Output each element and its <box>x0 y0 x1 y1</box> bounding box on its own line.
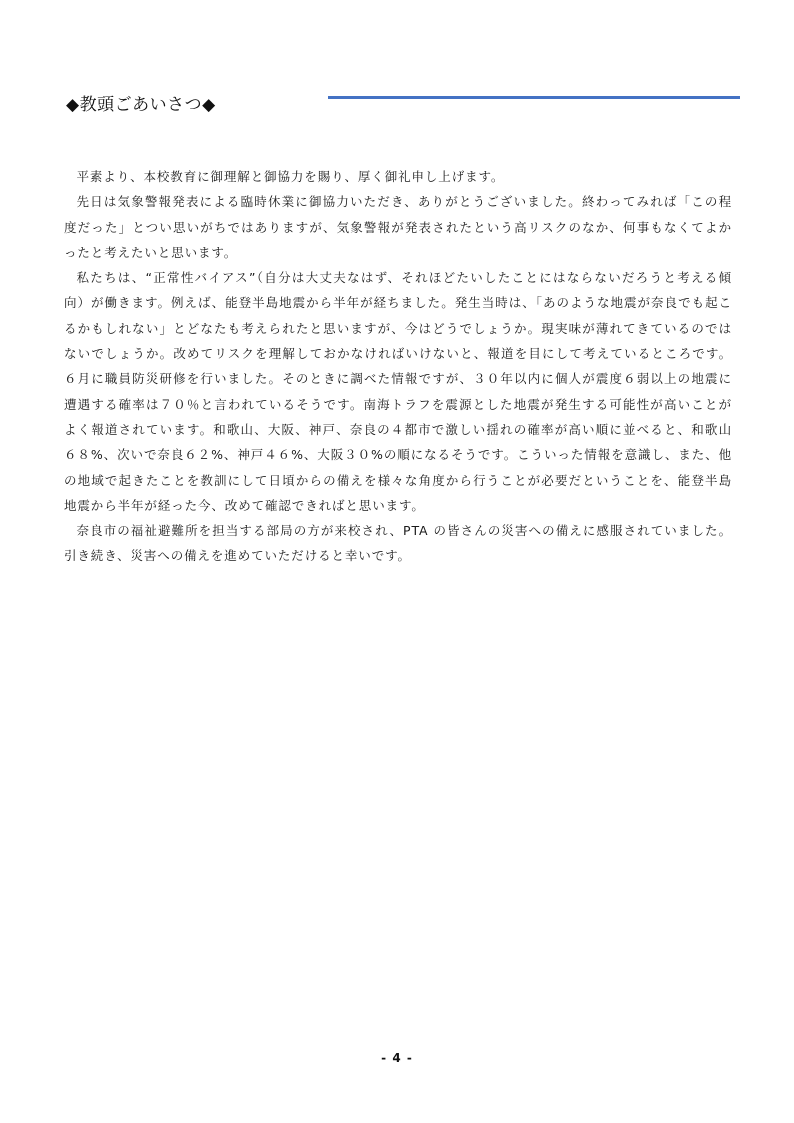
paragraph-weather-closure: 先日は気象警報発表による臨時休業に御協力いただき、ありがとうございました。終わってみれば「この程度だった」とつい思いがちではありますが、気象警報が発表されたという高リスクのなか、何事もなくてよかったと考えたいと思います。 <box>64 194 732 260</box>
page-header <box>66 92 746 122</box>
page-number: - 4 - <box>381 1051 413 1065</box>
header-divider-rule <box>328 96 740 99</box>
paragraph-normalcy-bias: 私たちは、“正常性バイアス”（自分は大丈夫なはず、それほどたいしたことにはならないだろうと考える傾向）が働きます。例えば、能登半島地震から半年が経ちました。発生当時は、「あのような地震が奈良でも起こるかもしれない」とどなたも考えられたと思いますが、今はどうでしょうか。現実味が薄れてきているのではないでしょうか。改めてリスクを理解しておかなければいけないと、報道を目にして考えているところです。６月に職員防災研修を行いました。そのときに調べた情報ですが、３０年以内に個人が震度６弱以上の地震に遭遇する確率は７０％と言われているそうです。南海トラフを震源とした地震が発生する可能性が高いことがよく報道されています。和歌山、大阪、神戸、奈良の４都市で激しい揺れの確率が高い順に並べると、和歌山６８%、次いで奈良６２%、神戸４６%、大阪３０%の順になるそうです。こういった情報を意識し、また、他の地域で起きたことを教訓にして日頃からの備えを様々な角度から行うことが必要だということを、能登半島地震から半年が経った今、改めて確認できればと思います。 <box>64 270 732 513</box>
paragraph-welfare-shelter: 奈良市の福祉避難所を担当する部局の方が来校され、PTA の皆さんの災害への備えに感服されていました。引き続き、災害への備えを進めていただけると幸いです。 <box>64 523 732 564</box>
greeting-body <box>64 164 732 569</box>
section-heading: ◆教頭ごあいさつ◆ <box>66 95 216 115</box>
paragraph-opening: 平素より、本校教育に御理解と御協力を賜り、厚く御礼申し上げます。 <box>76 169 505 184</box>
